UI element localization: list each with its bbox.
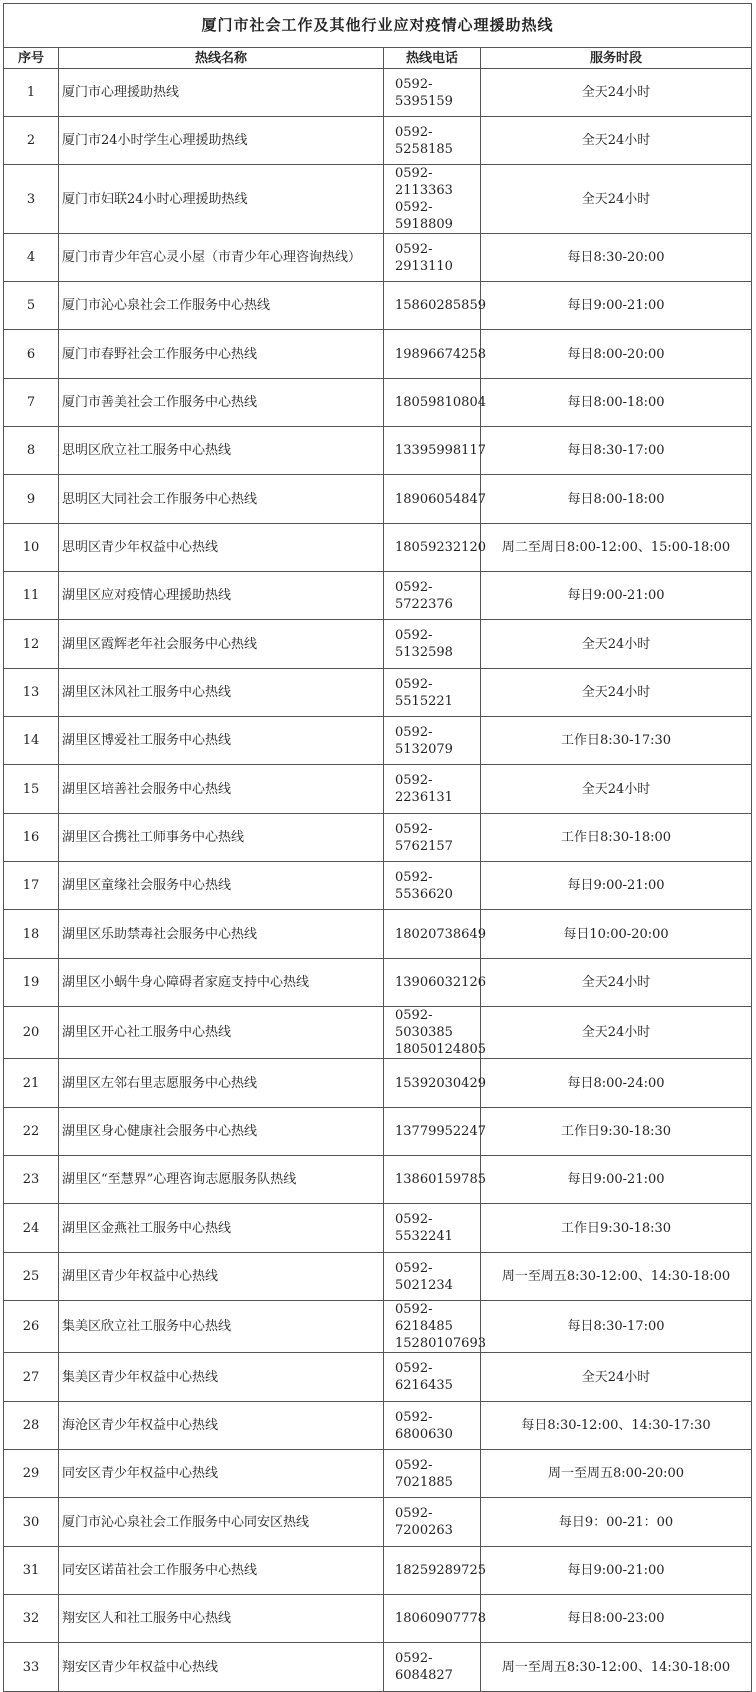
hotline-phone: 0592-5021234	[395, 1260, 453, 1293]
hotline-phone: 18259289725	[395, 1563, 486, 1578]
hotline-name: 集美区欣立社工服务中心热线	[59, 1301, 384, 1353]
service-hours: 全天24小时	[481, 620, 752, 669]
hotline-name: 同安区青少年权益中心热线	[59, 1450, 384, 1498]
table-row	[4, 765, 752, 814]
hotline-phone: 15280107693	[395, 1336, 486, 1351]
hotline-name: 厦门市24小时学生心理援助热线	[59, 117, 384, 165]
hotline-phone-cell	[384, 1402, 481, 1450]
hotline-name: 湖里区小蜗牛身心障碍者家庭支持中心热线	[59, 959, 384, 1007]
hotline-name: 厦门市善美社会工作服务中心热线	[59, 379, 384, 427]
hotline-phone: 0592-5536620	[395, 869, 453, 902]
hotline-name: 思明区青少年权益中心热线	[59, 524, 384, 572]
service-hours: 全天24小时	[481, 117, 752, 165]
table-row	[4, 427, 752, 475]
hotline-name: 思明区大同社会工作服务中心热线	[59, 475, 384, 524]
hotline-phone: 13395998117	[395, 443, 486, 458]
hotline-phone-cell	[384, 910, 486, 959]
hotline-phone-cell	[384, 1253, 481, 1301]
hotline-phone: 0592-2236131	[395, 773, 453, 805]
row-number: 18	[4, 910, 59, 959]
hotline-phone-cell	[384, 1547, 486, 1595]
table-row	[4, 1498, 752, 1547]
table-row	[4, 1353, 752, 1402]
hotline-phone-cell	[384, 1301, 486, 1353]
hotline-phone: 0592-5515221	[395, 676, 453, 709]
hotline-phone: 0592-5132079	[395, 724, 453, 757]
hotline-phone: 0592-6216435	[395, 1361, 453, 1393]
service-hours: 每日9:00-21:00	[481, 1547, 752, 1595]
table-row	[4, 814, 752, 862]
service-hours: 每日8:00-23:00	[481, 1595, 752, 1643]
row-number: 6	[4, 330, 59, 379]
hotline-name: 湖里区青少年权益中心热线	[59, 1253, 384, 1301]
hotline-phone-cell	[384, 717, 481, 765]
service-hours: 工作日8:30-18:00	[481, 814, 752, 862]
hotline-phone: 0592-6800630	[395, 1409, 453, 1442]
hotline-phone: 0592-7200263	[395, 1506, 453, 1538]
row-number: 12	[4, 620, 59, 669]
service-hours: 每日9：00-21：00	[481, 1498, 752, 1547]
service-hours: 每日9:00-21:00	[481, 572, 752, 620]
row-number: 22	[4, 1108, 59, 1156]
hotline-phone: 18060907778	[395, 1611, 486, 1626]
hotline-phone: 0592-2913110	[395, 241, 453, 274]
service-hours: 周二至周日8:00-12:00、15:00-18:00	[481, 524, 752, 572]
hotline-table	[3, 3, 752, 1692]
table-row	[4, 572, 752, 620]
header-name: 热线名称	[59, 48, 384, 69]
service-hours: 全天24小时	[481, 959, 752, 1007]
row-number: 2	[4, 117, 59, 165]
table-row	[4, 1301, 752, 1353]
table-row	[4, 234, 752, 282]
row-number: 26	[4, 1301, 59, 1353]
row-number: 31	[4, 1547, 59, 1595]
table-row	[4, 959, 752, 1007]
hotline-name: 翔安区人和社工服务中心热线	[59, 1595, 384, 1643]
row-number: 29	[4, 1450, 59, 1498]
hotline-phone-cell	[384, 1059, 486, 1108]
hotline-phone: 0592-5762157	[395, 821, 453, 854]
hotline-phone-cell	[384, 669, 481, 717]
title-row	[4, 4, 752, 48]
hotline-phone: 0592-6084827	[395, 1651, 453, 1683]
hotline-name: 同安区诺苗社会工作服务中心热线	[59, 1547, 384, 1595]
row-number: 33	[4, 1643, 59, 1692]
service-hours: 每日8:00-18:00	[481, 379, 752, 427]
hotline-name: 厦门市沁心泉社会工作服务中心同安区热线	[59, 1498, 384, 1547]
hotline-name: 湖里区霞辉老年社会服务中心热线	[59, 620, 384, 669]
row-number: 8	[4, 427, 59, 475]
service-hours: 周一至周五8:30-12:00、14:30-18:00	[481, 1643, 752, 1692]
hotline-name: 湖里区博爱社工服务中心热线	[59, 717, 384, 765]
table-row	[4, 475, 752, 524]
table-row	[4, 862, 752, 910]
hotline-phone-cell	[384, 282, 486, 330]
hotline-phone: 18050124805	[395, 1042, 486, 1057]
hotline-phone: 0592-5030385	[395, 1008, 453, 1040]
hotline-phone-cell	[384, 1007, 486, 1059]
service-hours: 每日8:30-12:00、14:30-17:30	[481, 1402, 752, 1450]
hotline-phone: 13906032126	[395, 975, 486, 990]
hotline-phone: 15860285859	[395, 298, 486, 313]
hotline-phone: 19896674258	[395, 346, 486, 362]
table-row	[4, 379, 752, 427]
hotline-phone-cell	[384, 1156, 486, 1204]
row-number: 17	[4, 862, 59, 910]
row-number: 32	[4, 1595, 59, 1643]
service-hours: 全天24小时	[481, 165, 752, 234]
hotline-name: 湖里区应对疫情心理援助热线	[59, 572, 384, 620]
hotline-phone-cell	[384, 69, 481, 117]
hotline-phone-cell	[384, 234, 481, 282]
row-number: 23	[4, 1156, 59, 1204]
hotline-name: 厦门市妇联24小时心理援助热线	[59, 165, 384, 234]
hotline-phone-cell	[384, 1450, 481, 1498]
hotline-phone: 0592-5395159	[395, 76, 453, 109]
hotline-name: 思明区欣立社工服务中心热线	[59, 427, 384, 475]
table-row	[4, 910, 752, 959]
hotline-phone-cell	[384, 572, 481, 620]
service-hours: 每日9:00-21:00	[481, 1156, 752, 1204]
service-hours: 每日10:00-20:00	[481, 910, 752, 959]
service-hours: 全天24小时	[481, 1007, 752, 1059]
table-row	[4, 1156, 752, 1204]
service-hours: 每日8:30-17:00	[481, 1301, 752, 1353]
hotline-phone-cell	[384, 524, 486, 572]
hotline-phone-cell	[384, 379, 486, 427]
hotline-phone: 0592-5132598	[395, 628, 453, 660]
table-row	[4, 1007, 752, 1059]
row-number: 10	[4, 524, 59, 572]
hotline-phone-cell	[384, 475, 486, 524]
service-hours: 每日9:00-21:00	[481, 862, 752, 910]
row-number: 5	[4, 282, 59, 330]
hotline-name: 湖里区合携社工师事务中心热线	[59, 814, 384, 862]
hotline-phone: 15392030429	[395, 1075, 486, 1091]
row-number: 30	[4, 1498, 59, 1547]
row-number: 20	[4, 1007, 59, 1059]
hotline-name: 湖里区金燕社工服务中心热线	[59, 1204, 384, 1253]
hotline-phone: 0592-5918809	[395, 200, 453, 232]
row-number: 16	[4, 814, 59, 862]
header-row	[4, 48, 752, 69]
hotline-name: 湖里区沐风社工服务中心热线	[59, 669, 384, 717]
header-hours: 服务时段	[481, 48, 752, 69]
row-number: 13	[4, 669, 59, 717]
hotline-name: 湖里区“至慧界”心理咨询志愿服务队热线	[59, 1156, 384, 1204]
row-number: 15	[4, 765, 59, 814]
table-row	[4, 1204, 752, 1253]
row-number: 4	[4, 234, 59, 282]
row-number: 24	[4, 1204, 59, 1253]
row-number: 3	[4, 165, 59, 234]
service-hours: 每日8:30-17:00	[481, 427, 752, 475]
table-row	[4, 620, 752, 669]
service-hours: 周一至周五8:30-12:00、14:30-18:00	[481, 1253, 752, 1301]
row-number: 19	[4, 959, 59, 1007]
table-row	[4, 1595, 752, 1643]
table-row	[4, 165, 752, 234]
row-number: 28	[4, 1402, 59, 1450]
table-row	[4, 1253, 752, 1301]
table-row	[4, 1402, 752, 1450]
hotline-phone-cell	[384, 620, 481, 669]
row-number: 14	[4, 717, 59, 765]
hotline-name: 翔安区青少年权益中心热线	[59, 1643, 384, 1692]
row-number: 25	[4, 1253, 59, 1301]
table-title: 厦门市社会工作及其他行业应对疫情心理援助热线	[4, 4, 752, 48]
hotline-sheet	[3, 3, 751, 1692]
hotline-name: 厦门市春野社会工作服务中心热线	[59, 330, 384, 379]
hotline-phone: 13779952247	[395, 1124, 486, 1139]
hotline-phone-cell	[384, 1204, 481, 1253]
hotline-name: 厦门市沁心泉社会工作服务中心热线	[59, 282, 384, 330]
hotline-phone: 0592-5258185	[395, 124, 453, 157]
hotline-name: 集美区青少年权益中心热线	[59, 1353, 384, 1402]
hotline-name: 厦门市心理援助热线	[59, 69, 384, 117]
hotline-phone: 0592-7021885	[395, 1457, 453, 1490]
table-row	[4, 669, 752, 717]
service-hours: 每日8:00-18:00	[481, 475, 752, 524]
table-row	[4, 282, 752, 330]
hotline-phone: 0592-2113363	[395, 166, 453, 198]
service-hours: 每日8:30-20:00	[481, 234, 752, 282]
hotline-name: 湖里区开心社工服务中心热线	[59, 1007, 384, 1059]
header-no: 序号	[4, 48, 59, 69]
hotline-phone-cell	[384, 1353, 481, 1402]
hotline-phone-cell	[384, 814, 481, 862]
table-row	[4, 1108, 752, 1156]
hotline-phone: 18059232120	[395, 540, 486, 555]
hotline-name: 湖里区乐助禁毒社会服务中心热线	[59, 910, 384, 959]
service-hours: 全天24小时	[481, 765, 752, 814]
hotline-phone-cell	[384, 862, 481, 910]
hotline-phone-cell	[384, 330, 486, 379]
hotline-phone: 18020738649	[395, 926, 486, 942]
table-row	[4, 1643, 752, 1692]
service-hours: 工作日9:30-18:30	[481, 1204, 752, 1253]
hotline-phone: 0592-6218485	[395, 1302, 453, 1334]
table-row	[4, 717, 752, 765]
service-hours: 全天24小时	[481, 1353, 752, 1402]
row-number: 7	[4, 379, 59, 427]
row-number: 11	[4, 572, 59, 620]
table-row	[4, 330, 752, 379]
hotline-name: 湖里区左邻右里志愿服务中心热线	[59, 1059, 384, 1108]
row-number: 21	[4, 1059, 59, 1108]
table-row	[4, 69, 752, 117]
table-row	[4, 117, 752, 165]
hotline-phone: 13860159785	[395, 1172, 486, 1187]
hotline-phone: 18059810804	[395, 395, 486, 410]
service-hours: 全天24小时	[481, 69, 752, 117]
header-phone: 热线电话	[384, 48, 481, 69]
hotline-phone-cell	[384, 117, 481, 165]
hotline-phone-cell	[384, 1595, 486, 1643]
hotline-phone-cell	[384, 1643, 481, 1692]
hotline-phone-cell	[384, 1498, 481, 1547]
service-hours: 全天24小时	[481, 669, 752, 717]
hotline-phone: 0592-5722376	[395, 579, 453, 612]
hotline-phone-cell	[384, 959, 486, 1007]
hotline-phone: 0592-5532241	[395, 1212, 453, 1244]
service-hours: 每日9:00-21:00	[481, 282, 752, 330]
hotline-phone-cell	[384, 165, 481, 234]
hotline-name: 湖里区培善社会服务中心热线	[59, 765, 384, 814]
service-hours: 每日8:00-20:00	[481, 330, 752, 379]
service-hours: 工作日9:30-18:30	[481, 1108, 752, 1156]
table-row	[4, 524, 752, 572]
table-row	[4, 1450, 752, 1498]
service-hours: 工作日8:30-17:30	[481, 717, 752, 765]
row-number: 27	[4, 1353, 59, 1402]
hotline-name: 湖里区身心健康社会服务中心热线	[59, 1108, 384, 1156]
service-hours: 周一至周五8:00-20:00	[481, 1450, 752, 1498]
row-number: 1	[4, 69, 59, 117]
row-number: 9	[4, 475, 59, 524]
hotline-name: 海沧区青少年权益中心热线	[59, 1402, 384, 1450]
hotline-phone-cell	[384, 427, 486, 475]
table-row	[4, 1547, 752, 1595]
service-hours: 每日8:00-24:00	[481, 1059, 752, 1108]
hotline-name: 湖里区童缘社会服务中心热线	[59, 862, 384, 910]
hotline-name: 厦门市青少年宫心灵小屋（市青少年心理咨询热线）	[59, 234, 384, 282]
table-row	[4, 1059, 752, 1108]
hotline-phone: 18906054847	[395, 491, 486, 507]
hotline-phone-cell	[384, 1108, 486, 1156]
hotline-phone-cell	[384, 765, 481, 814]
